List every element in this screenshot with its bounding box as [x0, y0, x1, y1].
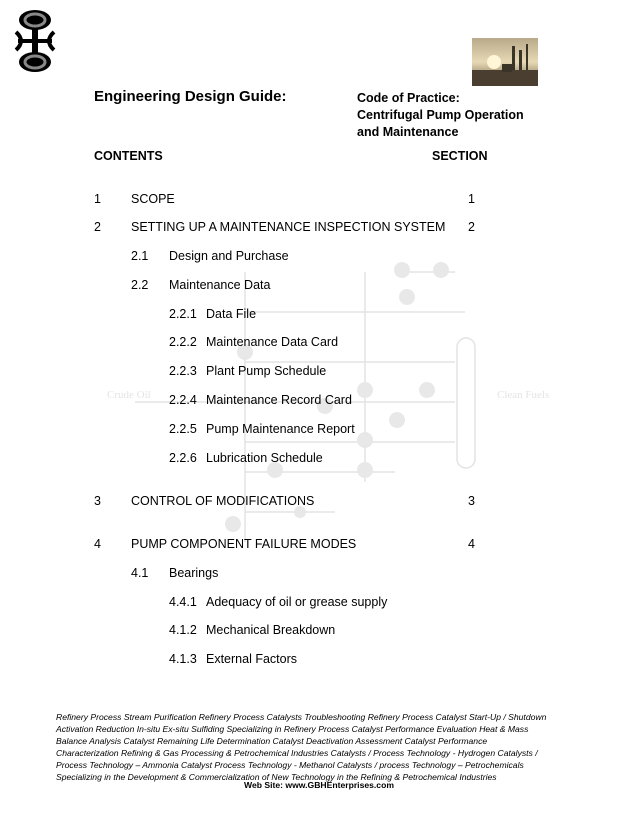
- toc-num: 2.2.2: [169, 335, 197, 349]
- toc-title: Pump Maintenance Report: [206, 422, 355, 436]
- code-title-line: and Maintenance: [357, 125, 459, 139]
- toc-title: PUMP COMPONENT FAILURE MODES: [131, 537, 357, 551]
- toc-section: 2: [468, 220, 475, 234]
- footer-line: Balance Analysis Catalyst Remaining Life Determination Catalyst Deactivation Assessment Catalyst Performance: [56, 736, 488, 746]
- toc-num: 4.1.2: [169, 623, 197, 637]
- toc-num: 2.2.3: [169, 364, 197, 378]
- section-heading: SECTION: [432, 149, 488, 163]
- footer-line: Activation Reduction In-situ Ex-situ Sulfiding Specializing in Refinery Process Catalyst Performance Evaluation Heat & Mass: [56, 724, 529, 734]
- footer-description: [56, 711, 556, 783]
- toc-title: SCOPE: [131, 192, 175, 206]
- toc-title: Design and Purchase: [169, 249, 289, 263]
- guide-label: Engineering Design Guide:: [94, 88, 287, 105]
- toc-num: 4: [94, 537, 101, 551]
- toc-num: 1: [94, 192, 101, 206]
- footer-line: Refinery Process Stream Purification Refinery Process Catalysts Troubleshooting Refinery Process Catalyst Start-Up / Shutdown: [56, 712, 547, 722]
- toc-title: Adequacy of oil or grease supply: [206, 595, 388, 609]
- watermark-crude-oil: Crude Oil: [107, 389, 151, 401]
- website-link[interactable]: Web Site: www.GBHEnterprises.com: [244, 780, 394, 790]
- contents-heading: CONTENTS: [94, 149, 163, 163]
- footer-line: Specializing in the Development & Commercialization of New Technology in the Refining & Petrochemical Industries: [56, 772, 497, 782]
- toc-title: Bearings: [169, 566, 219, 580]
- toc-title: Data File: [206, 307, 257, 321]
- toc-num: 2.2.6: [169, 451, 197, 465]
- company-logo: [12, 6, 58, 76]
- refinery-photo: [472, 38, 538, 86]
- code-title-line: Code of Practice:: [357, 91, 460, 105]
- toc-title: Maintenance Data: [169, 278, 271, 292]
- toc-section: 3: [468, 494, 475, 508]
- toc-num: 2.2.1: [169, 307, 197, 321]
- toc-title: Maintenance Data Card: [206, 335, 339, 349]
- toc-num: 4.1: [131, 566, 149, 580]
- footer-line: Process Technology – Ammonia Catalyst Process Technology - Methanol Catalysts / process Technology – Petrochemicals: [56, 760, 524, 770]
- code-title-line: Centrifugal Pump Operation: [357, 108, 524, 122]
- toc-title: SETTING UP A MAINTENANCE INSPECTION SYSTEM: [131, 220, 446, 234]
- toc-title: CONTROL OF MODIFICATIONS: [131, 494, 315, 508]
- watermark-clean-fuels: Clean Fuels: [497, 389, 550, 401]
- toc-section: 1: [468, 192, 475, 206]
- toc-num: 4.1.3: [169, 652, 197, 666]
- toc-num: 4.4.1: [169, 595, 197, 609]
- toc-title: Mechanical Breakdown: [206, 623, 336, 637]
- footer-line: Characterization Refining & Gas Processing & Petrochemical Industries Catalysts / Process Technology - Hydrogen Catalysts /: [56, 748, 538, 758]
- toc-num: 2.2: [131, 278, 149, 292]
- toc-section: 4: [468, 537, 475, 551]
- toc-num: 2.2.5: [169, 422, 197, 436]
- toc-title: Maintenance Record Card: [206, 393, 352, 407]
- toc-num: 2.1: [131, 249, 149, 263]
- toc-num: 2: [94, 220, 101, 234]
- toc-title: External Factors: [206, 652, 298, 666]
- toc-num: 3: [94, 494, 101, 508]
- toc-num: 2.2.4: [169, 393, 197, 407]
- code-of-practice-title: [357, 90, 524, 141]
- toc-title: Plant Pump Schedule: [206, 364, 327, 378]
- toc-title: Lubrication Schedule: [206, 451, 323, 465]
